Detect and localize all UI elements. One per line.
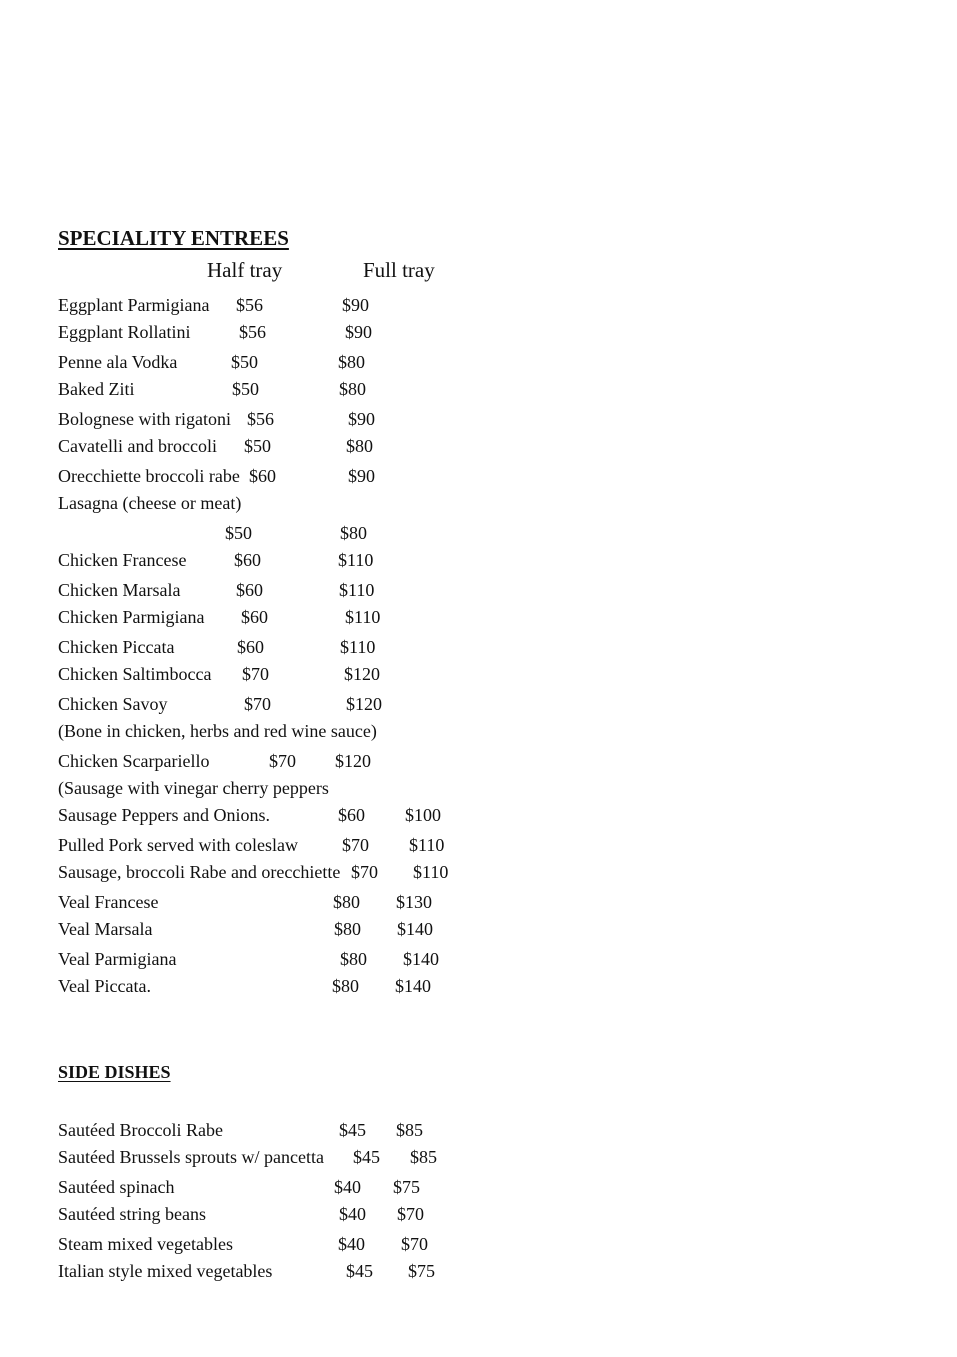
entree-row <box>0 464 957 488</box>
entree-name: Sausage Peppers and Onions. <box>58 805 270 825</box>
entree-half-price: $50 <box>244 436 271 456</box>
entree-full-price: $110 <box>409 835 445 855</box>
entree-row <box>0 890 957 914</box>
entree-name: Cavatelli and broccoli <box>58 436 217 456</box>
entree-full-price: $90 <box>348 409 375 429</box>
entree-half-price: $80 <box>332 976 359 996</box>
half-tray-column-header: Half tray <box>207 258 283 282</box>
side-dish-full-price: $75 <box>408 1261 435 1281</box>
entree-name: (Sausage with vinegar cherry peppers <box>58 778 329 798</box>
entree-name: Chicken Savoy <box>58 694 168 714</box>
entree-name: Eggplant Parmigiana <box>58 295 210 315</box>
entree-half-price: $70 <box>269 751 296 771</box>
side-dish-name: Sautéed Broccoli Rabe <box>58 1120 223 1140</box>
entree-row <box>0 377 957 401</box>
side-dish-row <box>0 1232 957 1256</box>
entree-full-price: $90 <box>342 295 369 315</box>
entree-half-price: $60 <box>338 805 365 825</box>
side-dish-name: Steam mixed vegetables <box>58 1234 233 1254</box>
entree-half-price: $70 <box>351 862 378 882</box>
entree-row <box>0 803 957 827</box>
entree-row <box>0 605 957 629</box>
entree-name: Penne ala Vodka <box>58 352 178 372</box>
entree-row <box>0 719 957 743</box>
entree-half-price: $50 <box>225 523 252 543</box>
entree-half-price: $70 <box>242 664 269 684</box>
entree-half-price: $56 <box>247 409 274 429</box>
side-dish-half-price: $40 <box>339 1204 366 1224</box>
entree-full-price: $110 <box>340 637 376 657</box>
side-dish-full-price: $85 <box>396 1120 423 1140</box>
entree-row <box>0 833 957 857</box>
entree-half-price: $56 <box>239 322 266 342</box>
entree-name: (Bone in chicken, herbs and red wine sauce) <box>58 721 377 741</box>
entree-half-price: $56 <box>236 295 263 315</box>
entree-full-price: $110 <box>339 580 375 600</box>
entree-row <box>0 974 957 998</box>
side-dish-row <box>0 1259 957 1283</box>
entree-half-price: $60 <box>241 607 268 627</box>
entree-row <box>0 350 957 374</box>
entree-full-price: $80 <box>340 523 367 543</box>
entree-half-price: $50 <box>231 352 258 372</box>
side-dish-half-price: $45 <box>346 1261 373 1281</box>
entree-name: Baked Ziti <box>58 379 135 399</box>
entree-row <box>0 749 957 773</box>
entree-row <box>0 320 957 344</box>
entree-name: Veal Marsala <box>58 919 153 939</box>
entree-half-price: $70 <box>342 835 369 855</box>
entree-full-price: $140 <box>403 949 439 969</box>
entree-name: Orecchiette broccoli rabe <box>58 466 240 486</box>
entree-row <box>0 947 957 971</box>
entree-full-price: $90 <box>348 466 375 486</box>
entree-half-price: $50 <box>232 379 259 399</box>
entree-name: Chicken Marsala <box>58 580 181 600</box>
entree-name: Chicken Piccata <box>58 637 175 657</box>
entree-row <box>0 434 957 458</box>
entree-half-price: $60 <box>234 550 261 570</box>
side-dish-full-price: $85 <box>410 1147 437 1167</box>
entree-half-price: $60 <box>236 580 263 600</box>
entree-name: Chicken Scarpariello <box>58 751 210 771</box>
entree-name: Lasagna (cheese or meat) <box>58 493 242 513</box>
entree-full-price: $120 <box>346 694 382 714</box>
entree-full-price: $80 <box>338 352 365 372</box>
entree-name: Chicken Saltimbocca <box>58 664 212 684</box>
side-dish-name: Sautéed string beans <box>58 1204 206 1224</box>
entree-half-price: $60 <box>249 466 276 486</box>
side-dish-row <box>0 1175 957 1199</box>
entree-half-price: $80 <box>333 892 360 912</box>
entree-row <box>0 407 957 431</box>
full-tray-column-header: Full tray <box>363 258 435 282</box>
entree-name: Sausage, broccoli Rabe and orecchiette <box>58 862 341 882</box>
speciality-entrees-heading: SPECIALITY ENTREES <box>58 226 289 250</box>
side-dish-row <box>0 1145 957 1169</box>
entree-name: Veal Francese <box>58 892 159 912</box>
entree-full-price: $140 <box>397 919 433 939</box>
entree-row <box>0 635 957 659</box>
side-dish-name: Sautéed spinach <box>58 1177 175 1197</box>
entree-row <box>0 578 957 602</box>
entree-name: Veal Piccata. <box>58 976 151 996</box>
entree-full-price: $110 <box>338 550 374 570</box>
entree-full-price: $140 <box>395 976 431 996</box>
entree-row <box>0 293 957 317</box>
entree-row <box>0 491 957 515</box>
side-dish-half-price: $45 <box>353 1147 380 1167</box>
entree-full-price: $110 <box>345 607 381 627</box>
entree-full-price: $120 <box>335 751 371 771</box>
side-dish-half-price: $40 <box>338 1234 365 1254</box>
entree-half-price: $80 <box>340 949 367 969</box>
side-dish-half-price: $45 <box>339 1120 366 1140</box>
entree-full-price: $120 <box>344 664 380 684</box>
entree-row <box>0 917 957 941</box>
entree-name: Veal Parmigiana <box>58 949 177 969</box>
entree-full-price: $100 <box>405 805 441 825</box>
entree-row <box>0 692 957 716</box>
entree-name: Bolognese with rigatoni <box>58 409 231 429</box>
side-dish-full-price: $70 <box>397 1204 424 1224</box>
entree-row <box>0 662 957 686</box>
entree-row <box>0 860 957 884</box>
entree-full-price: $110 <box>413 862 449 882</box>
entree-half-price: $70 <box>244 694 271 714</box>
entree-full-price: $80 <box>339 379 366 399</box>
entree-row <box>0 548 957 572</box>
side-dish-row <box>0 1118 957 1142</box>
side-dish-full-price: $70 <box>401 1234 428 1254</box>
entree-row <box>0 776 957 800</box>
side-dish-row <box>0 1202 957 1226</box>
side-dish-full-price: $75 <box>393 1177 420 1197</box>
side-dish-name: Italian style mixed vegetables <box>58 1261 273 1281</box>
entree-name: Chicken Parmigiana <box>58 607 205 627</box>
entree-name: Pulled Pork served with coleslaw <box>58 835 298 855</box>
entree-full-price: $80 <box>346 436 373 456</box>
entree-row <box>0 521 957 545</box>
entree-full-price: $130 <box>396 892 432 912</box>
entree-half-price: $80 <box>334 919 361 939</box>
side-dish-half-price: $40 <box>334 1177 361 1197</box>
entree-name: Chicken Francese <box>58 550 187 570</box>
entree-full-price: $90 <box>345 322 372 342</box>
entree-name: Eggplant Rollatini <box>58 322 191 342</box>
side-dishes-heading: SIDE DISHES <box>58 1062 171 1082</box>
entree-half-price: $60 <box>237 637 264 657</box>
side-dish-name: Sautéed Brussels sprouts w/ pancetta <box>58 1147 324 1167</box>
